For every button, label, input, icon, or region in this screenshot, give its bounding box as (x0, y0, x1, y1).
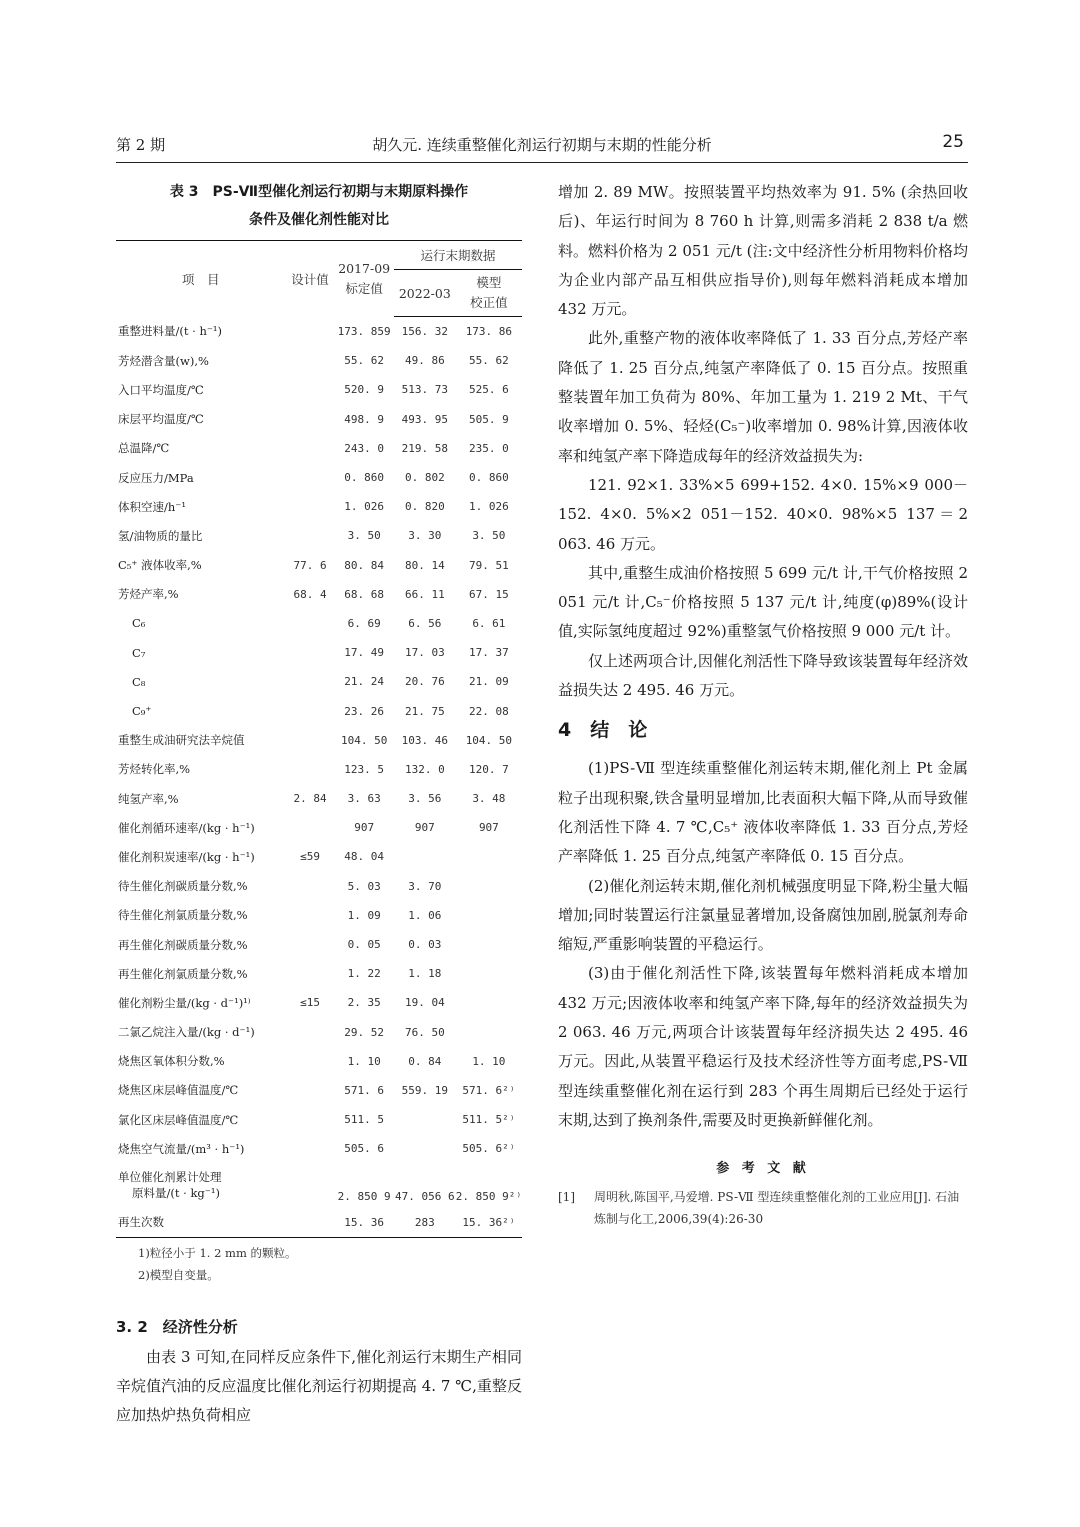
col-header-model-line2: 校正值 (470, 295, 508, 310)
cell-end: 6. 56 (408, 616, 442, 630)
table-row (116, 930, 522, 959)
cell-item: 待生催化剂碳质量分数,% (118, 879, 248, 894)
cell-design: 2. 84 (293, 792, 327, 806)
conclusion-2: (2)催化剂运转末期,催化剂机械强度明显下降,粉尘量大幅增加;同时装置运行注氯量显著增加,设备腐蚀加剧,脱氯剂寿命缩短,严重影响装置的平稳运行。 (558, 876, 968, 954)
cell-start: 55. 62 (344, 354, 385, 368)
cell-item: 催化剂粉尘量/(kg · d⁻¹)¹⁾ (118, 995, 251, 1010)
cell-start: 6. 69 (347, 616, 381, 630)
table-row (116, 667, 522, 696)
cell-start: 505. 6 (344, 1142, 385, 1156)
page-number: 25 (942, 132, 964, 152)
cell-start: 15. 36 (334, 1207, 394, 1237)
table-body (116, 317, 522, 1238)
table-row (116, 842, 522, 871)
cell-model: 104. 50 (465, 733, 513, 747)
cell-model: 17. 37 (469, 646, 509, 660)
table-row (116, 1105, 522, 1134)
cell-design (286, 1105, 335, 1134)
cell-item: 芳烃转化率,% (118, 762, 191, 777)
cell-model (456, 872, 522, 901)
cell-start: 243. 0 (344, 441, 385, 455)
col-header-design: 设计值 (286, 241, 335, 317)
table-caption-line1: 表 3 PS-Ⅶ型催化剂运行初期与末期原料操作 (169, 184, 469, 200)
cell-model: 2. 850 9²⁾ (455, 1190, 522, 1204)
cell-start: 104. 50 (340, 733, 388, 747)
cell-design (286, 726, 335, 755)
cell-item: 再生催化剂碳质量分数,% (118, 937, 248, 952)
footnote-1: 1)粒径小于 1. 2 mm 的颗粒。 (138, 1245, 297, 1260)
cell-item: C₇ (132, 645, 146, 660)
cell-model (456, 988, 522, 1017)
cell-design: 68. 4 (293, 587, 327, 601)
conclusion-3: (3)由于催化剂活性下降,该装置每年燃料消耗成本增加 432 万元;因液体收率和纯氢产率下降,每年的经济效益损失为 2 063. 46 万元,两项合计该装置每年经济损失达 2 495. 46 万元。因此,从装置平稳运行及技术经济性等方面考虑,PS-Ⅶ 型连续重整催化剂在运行到 283 个再生周期后已经处于运行末期,达到了换剂条件,需要及时更换新鲜催化剂。 (558, 964, 968, 1129)
cell-item: 烧焦空气流量/(m³ · h⁻¹) (118, 1141, 245, 1156)
table-row (116, 609, 522, 638)
table-row (116, 726, 522, 755)
cell-item-line2: 原料量/(t · kg⁻¹) (132, 1186, 220, 1201)
col-header-model-line1: 模型 (476, 275, 502, 290)
cell-end: 47. 056 6 (395, 1190, 455, 1204)
table-caption-line2: 条件及催化剂性能对比 (249, 212, 389, 228)
conclusion-1: (1)PS-Ⅶ 型连续重整催化剂运转末期,催化剂上 Pt 金属粒子出现积聚,铁含量明显增加,比表面积大幅下降,从而导致催化剂活性下降 4. 7 ℃,C₅⁺ 液体收率降低 1. 33 百分点,芳烃产率降低 1. 25 百分点,纯氢产率降低 0. 15 百分点。 (558, 759, 968, 866)
table-row (116, 872, 522, 901)
cell-end: 513. 73 (401, 383, 449, 397)
cell-start: 1. 09 (347, 908, 381, 922)
cell-design (286, 1076, 335, 1105)
cell-model: 525. 6 (469, 383, 509, 397)
reference-1-text: 周明秋,陈国平,马爱增. PS-Ⅶ 型连续重整催化剂的工业应用[J]. 石油炼制与化工,2006,39(4):26-30 (594, 1190, 960, 1227)
cell-end: 0. 820 (404, 500, 445, 514)
cell-item: 待生催化剂氯质量分数,% (118, 908, 248, 923)
cell-model: 173. 86 (465, 325, 513, 339)
table-row (116, 638, 522, 667)
cell-design: ≤15 (300, 996, 320, 1010)
table-row (116, 755, 522, 784)
cell-start: 2. 35 (347, 996, 381, 1010)
cell-item: 总温降/℃ (118, 441, 170, 456)
cell-end: 3. 70 (408, 879, 442, 893)
cell-model: 235. 0 (469, 441, 509, 455)
cell-item: 催化剂循环速率/(kg · h⁻¹) (118, 820, 255, 835)
cell-design (286, 872, 335, 901)
table-row (116, 492, 522, 521)
table-caption (116, 178, 522, 234)
table-row (116, 1018, 522, 1047)
cell-item: 重整生成油研究法辛烷值 (118, 733, 245, 748)
cell-item: C₉⁺ (132, 704, 152, 719)
cell-start: 80. 84 (344, 558, 385, 572)
cell-end: 76. 50 (404, 1025, 445, 1039)
cell-end: 283 (394, 1207, 456, 1237)
cell-design (286, 317, 335, 347)
cell-model: 6. 61 (472, 616, 506, 630)
table-row (116, 1163, 522, 1207)
section-4-heading: 4 结 论 (558, 719, 648, 742)
cell-end: 66. 11 (404, 587, 445, 601)
cell-item: C₈ (132, 674, 146, 689)
cell-model: 3. 48 (472, 792, 506, 806)
table-row (116, 1207, 522, 1237)
cell-item (116, 1163, 286, 1207)
cell-start: 0. 860 (344, 471, 385, 485)
cell-end (394, 1134, 456, 1163)
cell-model (456, 901, 522, 930)
running-title: 胡久元. 连续重整催化剂运行初期与末期的性能分析 (372, 136, 712, 154)
cell-item: 氢/油物质的量比 (118, 528, 203, 543)
cell-design (286, 696, 335, 725)
cell-start: 29. 52 (344, 1025, 385, 1039)
cell-end: 156. 32 (401, 325, 449, 339)
cell-design (286, 901, 335, 930)
cell-design (286, 434, 335, 463)
cell-model: 22. 08 (469, 704, 509, 718)
cell-model: 505. 6²⁾ (462, 1142, 516, 1156)
col-header-model (456, 270, 522, 317)
page-header (116, 132, 968, 163)
table-row (116, 1076, 522, 1105)
cell-design (286, 1134, 335, 1163)
cell-design (286, 813, 335, 842)
cell-design (286, 1163, 335, 1207)
cell-model: 15. 36²⁾ (456, 1207, 522, 1237)
cell-end: 493. 95 (401, 412, 449, 426)
cell-design (286, 405, 335, 434)
table-row (116, 317, 522, 347)
col-header-end-group: 运行末期数据 (394, 241, 522, 270)
cell-item: 纯氢产率,% (118, 791, 179, 806)
cell-item: C₅⁺ 液体收率,% (118, 558, 202, 573)
cell-model: 505. 9 (469, 412, 509, 426)
cell-end: 17. 03 (404, 646, 445, 660)
cell-design (286, 492, 335, 521)
col-header-start (334, 241, 394, 317)
cell-start: 173. 859 (337, 324, 391, 338)
cell-end: 0. 802 (404, 471, 445, 485)
table-row (116, 580, 522, 609)
cell-design: 77. 6 (293, 558, 327, 572)
cell-item: 入口平均温度/℃ (118, 382, 204, 397)
cell-item: 芳烃潜含量(w),% (118, 353, 209, 368)
cell-start: 2. 850 9 (337, 1190, 391, 1204)
cell-design (286, 1018, 335, 1047)
cell-end: 907 (414, 821, 435, 835)
cell-item: 芳烃产率,% (118, 587, 179, 602)
paragraph-economics: 由表 3 可知,在同样反应条件下,催化剂运行末期生产相同辛烷值汽油的反应温度比催化剂运行初期提高 4. 7 ℃,重整反应加热炉热负荷相应 (116, 1347, 522, 1425)
paragraph-yield-loss: 此外,重整产物的液体收率降低了 1. 33 百分点,芳烃产率降低了 1. 25 百分点,纯氢产率降低了 0. 15 百分点。按照重整装置年加工负荷为 80%、年加工量为 1. 219 2 Mt、干气收率增加 0. 5%、轻烃(C₅⁻)收率增加 0. 98%计算,因液体收率和纯氢产率下降造成每年的经济效益损失为: (558, 329, 968, 465)
cell-start: 48. 04 (344, 850, 385, 864)
cell-start: 17. 49 (344, 646, 385, 660)
table-row (116, 405, 522, 434)
cell-end: 19. 04 (404, 996, 445, 1010)
table-row (116, 346, 522, 375)
table-row (116, 434, 522, 463)
paragraph-formula: 121. 92×1. 33%×5 699+152. 4×0. 15%×9 000－152. 4×0. 5%×2 051－152. 40×0. 98%×5 137＝2 063. 46 万元。 (558, 475, 968, 553)
cell-end (394, 842, 456, 871)
cell-end: 0. 84 (408, 1054, 442, 1068)
cell-model (456, 1018, 522, 1047)
section-3-2-heading: 3. 2 经济性分析 (116, 1317, 238, 1336)
reference-1-number: [1] (558, 1190, 575, 1205)
cell-item: 体积空速/h⁻¹ (118, 499, 186, 514)
cell-end: 3. 56 (408, 792, 442, 806)
cell-end: 559. 19 (401, 1083, 449, 1097)
cell-item: 催化剂积炭速率/(kg · h⁻¹) (118, 849, 255, 864)
table-row (116, 521, 522, 550)
cell-model: 1. 10 (472, 1054, 506, 1068)
table-row (116, 551, 522, 580)
cell-start: 511. 5 (344, 1113, 385, 1127)
cell-design (286, 1207, 335, 1237)
cell-end: 1. 18 (408, 967, 442, 981)
right-column (558, 178, 968, 1230)
cell-model: 907 (478, 821, 499, 835)
cell-model: 1. 026 (469, 500, 509, 514)
cell-item: 床层平均温度/℃ (118, 412, 204, 427)
cell-model: 511. 5²⁾ (462, 1113, 516, 1127)
table-row (116, 696, 522, 725)
table-row (116, 1047, 522, 1076)
cell-model: 571. 6²⁾ (462, 1083, 516, 1097)
cell-model: 79. 51 (469, 558, 509, 572)
cell-design (286, 521, 335, 550)
cell-item: 烧焦区氧体积分数,% (118, 1054, 225, 1069)
cell-model: 3. 50 (472, 529, 506, 543)
table-row (116, 1134, 522, 1163)
cell-start: 571. 6 (344, 1083, 385, 1097)
table-row (116, 901, 522, 930)
cell-item: 氯化区床层峰值温度/℃ (118, 1112, 239, 1127)
cell-end: 49. 86 (404, 354, 445, 368)
cell-end (394, 1105, 456, 1134)
cell-start: 520. 9 (344, 383, 385, 397)
cell-item: 烧焦区床层峰值温度/℃ (118, 1083, 239, 1098)
cell-item: C₆ (132, 616, 146, 631)
data-table (116, 240, 522, 1238)
cell-end: 132. 0 (404, 762, 445, 776)
cell-start: 21. 24 (344, 675, 385, 689)
cell-end: 20. 76 (404, 675, 445, 689)
cell-design (286, 375, 335, 404)
cell-end: 1. 06 (408, 908, 442, 922)
cell-start: 1. 10 (347, 1054, 381, 1068)
cell-end: 21. 75 (404, 704, 445, 718)
cell-item: 再生次数 (116, 1207, 286, 1237)
cell-design (286, 1047, 335, 1076)
cell-end: 3. 30 (408, 529, 442, 543)
cell-design (286, 609, 335, 638)
cell-start: 3. 63 (347, 792, 381, 806)
cell-model (456, 930, 522, 959)
cell-model: 55. 62 (469, 354, 509, 368)
footnote-2: 2)模型自变量。 (138, 1267, 219, 1282)
paragraph-total-loss: 仅上述两项合计,因催化剂活性下降导致该装置每年经济效益损失达 2 495. 46 万元。 (558, 651, 968, 700)
cell-model: 0. 860 (469, 471, 509, 485)
table-row (116, 959, 522, 988)
cell-start: 0. 05 (347, 938, 381, 952)
table-row (116, 375, 522, 404)
cell-design (286, 930, 335, 959)
table-row (116, 463, 522, 492)
reference-1 (558, 1186, 968, 1230)
cell-model: 21. 09 (469, 675, 509, 689)
cell-start: 3. 50 (347, 529, 381, 543)
cell-start: 5. 03 (347, 879, 381, 893)
cell-start: 1. 026 (344, 500, 385, 514)
cell-model: 67. 15 (469, 587, 509, 601)
cell-design (286, 667, 335, 696)
cell-model: 120. 7 (469, 762, 509, 776)
cell-design (286, 463, 335, 492)
cell-item: 重整进料量/(t · h⁻¹) (118, 324, 223, 339)
cell-start: 907 (354, 821, 375, 835)
left-column (116, 178, 522, 1431)
col-header-end-date: 2022-03 (394, 270, 456, 317)
cell-start: 68. 68 (344, 587, 385, 601)
cell-end: 80. 14 (404, 558, 445, 572)
col-header-start-label: 标定值 (345, 280, 383, 296)
cell-start: 498. 9 (344, 412, 385, 426)
paragraph-fuel-cost: 增加 2. 89 MW。按照装置平均热效率为 91. 5% (余热回收后)、年运行时间为 8 760 h 计算,则需多消耗 2 838 t/a 燃料。燃料价格为 2 051 元/t (注:文中经济性分析用物料价格均为企业内部产品互相供应指导价),则每年燃料消耗成本增加 432 万元。 (558, 183, 968, 319)
cell-design (286, 638, 335, 667)
col-header-start-date: 2017-09 (338, 260, 391, 276)
cell-design (286, 959, 335, 988)
col-header-item: 项 目 (116, 241, 286, 317)
cell-item-line1: 单位催化剂累计处理 (118, 1170, 222, 1185)
cell-start: 123. 5 (344, 762, 385, 776)
cell-design (286, 346, 335, 375)
cell-model (456, 959, 522, 988)
references-heading: 参 考 文 献 (716, 1161, 810, 1177)
cell-item: 反应压力/MPa (118, 470, 194, 485)
table-row (116, 784, 522, 813)
cell-model (456, 842, 522, 871)
issue-label: 第 2 期 (116, 136, 166, 154)
cell-start: 1. 22 (347, 967, 381, 981)
cell-design (286, 755, 335, 784)
cell-end: 0. 03 (408, 938, 442, 952)
cell-end: 219. 58 (401, 441, 449, 455)
table-row (116, 988, 522, 1017)
cell-end: 103. 46 (401, 733, 449, 747)
cell-design: ≤59 (300, 850, 320, 864)
paragraph-prices: 其中,重整生成油价格按照 5 699 元/t 计,干气价格按照 2 051 元/t 计,C₅⁻价格按照 5 137 元/t 计,纯度(φ)89%(设计值,实际氢纯度超过 92%)重整氢气价格按照 9 000 元/t 计。 (558, 563, 968, 641)
cell-item: 二氯乙烷注入量/(kg · d⁻¹) (118, 1025, 255, 1040)
cell-item: 再生催化剂氯质量分数,% (118, 966, 248, 981)
cell-start: 23. 26 (344, 704, 385, 718)
table-row (116, 813, 522, 842)
